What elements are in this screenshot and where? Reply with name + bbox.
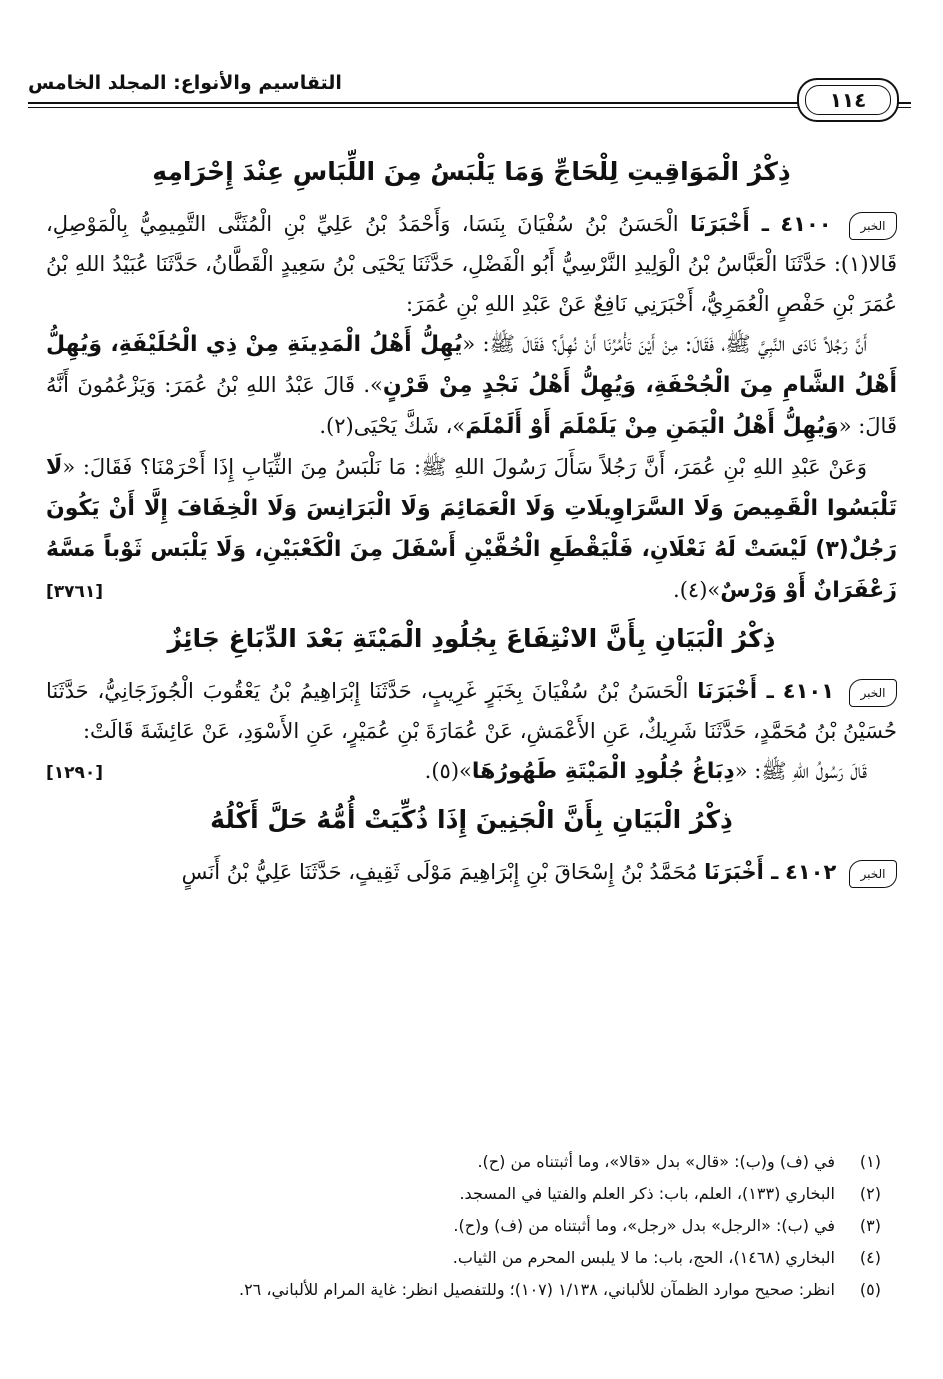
- running-title: التقاسيم والأنواع: المجلد الخامس: [28, 72, 342, 94]
- isnad-text: مُحَمَّدُ بْنُ إِسْحَاقَ بْنِ إِبْرَاهِيمَ مَوْلَى ثَقِيفٍ، حَدَّثَنَا عَلِيُّ بْنُ أَنَسٍ: [181, 860, 698, 884]
- footnotes: [62, 1146, 881, 1306]
- footnote-text: انظر: صحيح موارد الظمآن للألباني، ١/١٣٨ (١٠٧)؛ وللتفصيل انظر: غاية المرام للألباني، ٢٦.: [238, 1280, 835, 1299]
- matn-prophetic-text: دِبَاغُ جُلُودِ الْمَيْتَةِ طَهُورُهَا: [471, 759, 735, 784]
- hadith-number: ٤١٠١: [782, 679, 835, 703]
- isnad-text: الْحَسَنُ بْنُ سُفْيَانَ بِنَسَا، وَأَحْمَدُ بْنُ عَلِيِّ بْنِ الْمُثَنَّى التَّمِيمِيُّ بِالْمَوْصِلِ، قَالا(١): حَدَّثَنَا الْعَبَّاسُ بْنُ الْوَلِيدِ النَّرْسِيُّ أَبُو الْفَضْلِ، حَدَّثَنَا يَحْيَى بْنُ سَعِيدٍ الْقَطَّانُ، حَدَّثَنَا عُبَيْدُ اللهِ بْنُ عُمَرَ بْنِ حَفْصٍ الْعُمَرِيُّ، أَخْبَرَنِي نَافِعٌ عَنْ عَبْدِ اللهِ بْنِ عُمَرَ:: [46, 212, 897, 316]
- hadith-matn: [46, 751, 897, 792]
- hadith-reference: [٣٧٦١]: [46, 582, 104, 602]
- footnote-item: [62, 1274, 881, 1306]
- footnote-item: [62, 1242, 881, 1274]
- footnote-text: في (ب): «الرجل» بدل «رجل»، وما أثبتناه من (ف) و(ح).: [453, 1216, 835, 1235]
- hadith-isnad: الخبر ٤١٠٢ ـ أَخْبَرَنَا مُحَمَّدُ بْنُ إِسْحَاقَ بْنِ إِبْرَاهِيمَ مَوْلَى ثَقِيفٍ، حَدَّثَنَا عَلِيُّ بْنُ أَنَسٍ: [46, 852, 897, 892]
- footnote-text: في (ف) و(ب): «قال» بدل «قالا»، وما أثبتناه من (ح).: [477, 1152, 835, 1171]
- matn-text: ». قَالَ عَبْدُ اللهِ بْنُ عُمَرَ: وَيَزْعُمُونَ أَنَّهُ قَالَ: «: [46, 373, 897, 438]
- isnad-text: الْحَسَنُ بْنُ سُفْيَانَ بِخَبَرٍ غَرِيبٍ، حَدَّثَنَا إِبْرَاهِيمُ بْنُ يَعْقُوبَ الْجُوزَجَانِيُّ، حَدَّثَنَا حُسَيْنُ بْنُ مُحَمَّدٍ، حَدَّثَنَا شَرِيكٌ، عَنِ الأَعْمَشِ، عَنْ عُمَارَةَ بْنِ عُمَيْرٍ، عَنِ الأَسْوَدِ، عَنْ عَائِشَةَ قَالَتْ:: [46, 679, 897, 743]
- matn-prophetic-text: لَا تَلْبَسُوا الْقَمِيصَ وَلَا السَّرَاوِيلَاتِ وَلَا الْعَمَائِمَ وَلَا الْبَرَانِسَ وَلَا الْخِفَافَ إِلَّا أَنْ يَكُونَ رَجُلٌ(٣) لَيْسَتْ لَهُ نَعْلَانِ، فَلْيَقْطَعِ الْخُفَّيْنِ أَسْفَلَ مِنَ الْكَعْبَيْنِ، وَلَا يَلْبَس ثَوْباً مَسَّهُ زَعْفَرَانٌ أَوْ وَرْسٌ: [46, 455, 897, 603]
- footnote-text: البخاري (١٤٦٨)، الحج، باب: ما لا يلبس المحرم من الثياب.: [452, 1248, 835, 1267]
- matn-text: »، شَكَّ يَحْيَى(٢).: [319, 414, 466, 438]
- hadith-matn: [46, 447, 897, 611]
- footnote-number: (٢): [859, 1184, 881, 1203]
- footnote-number: (٣): [859, 1216, 881, 1235]
- khabar-ornament-icon: الخبر: [849, 860, 897, 888]
- footnote-text: البخاري (١٣٣)، العلم، باب: ذكر العلم والفتيا في المسجد.: [459, 1184, 835, 1203]
- footnote-item: [62, 1146, 881, 1178]
- matn-text: وَعَنْ عَبْدِ اللهِ بْنِ عُمَرَ، أَنَّ رَجُلاً سَأَلَ رَسُولَ اللهِ ﷺ: مَا نَلْبَسُ مِنَ الثِّيَابِ إِذَا أَحْرَمْنَا؟ فَقَالَ: «: [62, 455, 867, 479]
- hadith-number: ٤١٠٠: [780, 212, 832, 236]
- matn-prophetic-text: يُهِلُّ أَهْلُ الْمَدِينَةِ مِنْ ذِي الْحُلَيْفَةِ، وَيُهِلُّ أَهْلُ الشَّامِ مِنَ الْجُحْفَةِ، وَيُهِلُّ أَهْلُ نَجْدٍ مِنْ قَرْنٍ: [46, 332, 897, 398]
- khabar-ornament-icon: الخبر: [849, 212, 897, 240]
- footnote-number: (٤): [859, 1248, 881, 1267]
- matn-text: قَالَ رَسُولُ اللهِ ﷺ: «: [734, 759, 867, 783]
- chapter-title: ذِكْرُ الْبَيَانِ بِأَنَّ الانْتِفَاعَ بِجُلُودِ الْمَيْتَةِ بَعْدَ الدِّبَاغِ جَائِزٌ: [167, 624, 776, 653]
- footnote-item: [62, 1178, 881, 1210]
- matn-prophetic-text: وَيُهِلُّ أَهْلُ الْيَمَنِ مِنْ يَلَمْلَمَ أَوْ أَلَمْلَمَ: [465, 414, 839, 439]
- khabar-ornament-icon: الخبر: [849, 679, 897, 707]
- page-header: [28, 64, 911, 116]
- header-rule: [28, 102, 911, 104]
- matn-text: أَنَّ رَجُلاً نَادَى النَّبِيَّ ﷺ، فَقَالَ: مِنْ أَيْنَ تَأْمُرُنَا أَنْ نُهِلَّ؟ فَقَالَ ﷺ: «: [462, 332, 867, 356]
- hadith-isnad: الخبر ٤١٠١ ـ أَخْبَرَنَا الْحَسَنُ بْنُ سُفْيَانَ بِخَبَرٍ غَرِيبٍ، حَدَّثَنَا إِبْرَاهِيمُ بْنُ يَعْقُوبَ الْجُوزَجَانِيُّ، حَدَّثَنَا حُسَيْنُ بْنُ مُحَمَّدٍ، حَدَّثَنَا شَرِيكٌ، عَنِ الأَعْمَشِ، عَنْ عُمَارَةَ بْنِ عُمَيْرٍ، عَنِ الأَسْوَدِ، عَنْ عَائِشَةَ قَالَتْ:: [46, 679, 897, 743]
- hadith-matn: [46, 324, 897, 447]
- hadith-number: ٤١٠٢: [785, 860, 837, 884]
- footnote-number: (٥): [859, 1280, 881, 1299]
- akhbarana-word: أَخْبَرَنَا: [697, 679, 758, 703]
- page-number: ١١٤: [805, 85, 891, 115]
- page-number-frame: [797, 78, 899, 122]
- page-content: [46, 150, 897, 892]
- akhbarana-word: أَخْبَرَنَا: [704, 860, 764, 884]
- chapter-title: ذِكْرُ الْبَيَانِ بِأَنَّ الْجَنِينَ إِذَا ذُكِّيَتْ أُمُّهُ حَلَّ أَكْلُهُ: [210, 805, 733, 834]
- matn-text: »(٤).: [673, 578, 721, 602]
- akhbarana-word: أَخْبَرَنَا: [690, 212, 750, 236]
- matn-text: »(٥).: [424, 759, 472, 783]
- footnote-item: [62, 1210, 881, 1242]
- chapter-title: ذِكْرُ الْمَوَاقِيتِ لِلْحَاجِّ وَمَا يَلْبَسُ مِنَ اللِّبَاسِ عِنْدَ إِحْرَامِهِ: [152, 157, 791, 186]
- footnote-number: (١): [859, 1152, 881, 1171]
- hadith-reference: [١٢٩٠]: [46, 763, 104, 783]
- header-rule-thin: [28, 107, 911, 108]
- hadith-isnad: الخبر ٤١٠٠ ـ أَخْبَرَنَا الْحَسَنُ بْنُ سُفْيَانَ بِنَسَا، وَأَحْمَدُ بْنُ عَلِيِّ بْنِ الْمُثَنَّى التَّمِيمِيُّ بِالْمَوْصِلِ، قَالا(١): حَدَّثَنَا الْعَبَّاسُ بْنُ الْوَلِيدِ النَّرْسِيُّ أَبُو الْفَضْلِ، حَدَّثَنَا يَحْيَى بْنُ سَعِيدٍ الْقَطَّانُ، حَدَّثَنَا عُبَيْدُ اللهِ بْنُ عُمَرَ بْنِ حَفْصٍ الْعُمَرِيُّ، أَخْبَرَنِي نَافِعٌ عَنْ عَبْدِ اللهِ بْنِ عُمَرَ:: [46, 212, 897, 316]
